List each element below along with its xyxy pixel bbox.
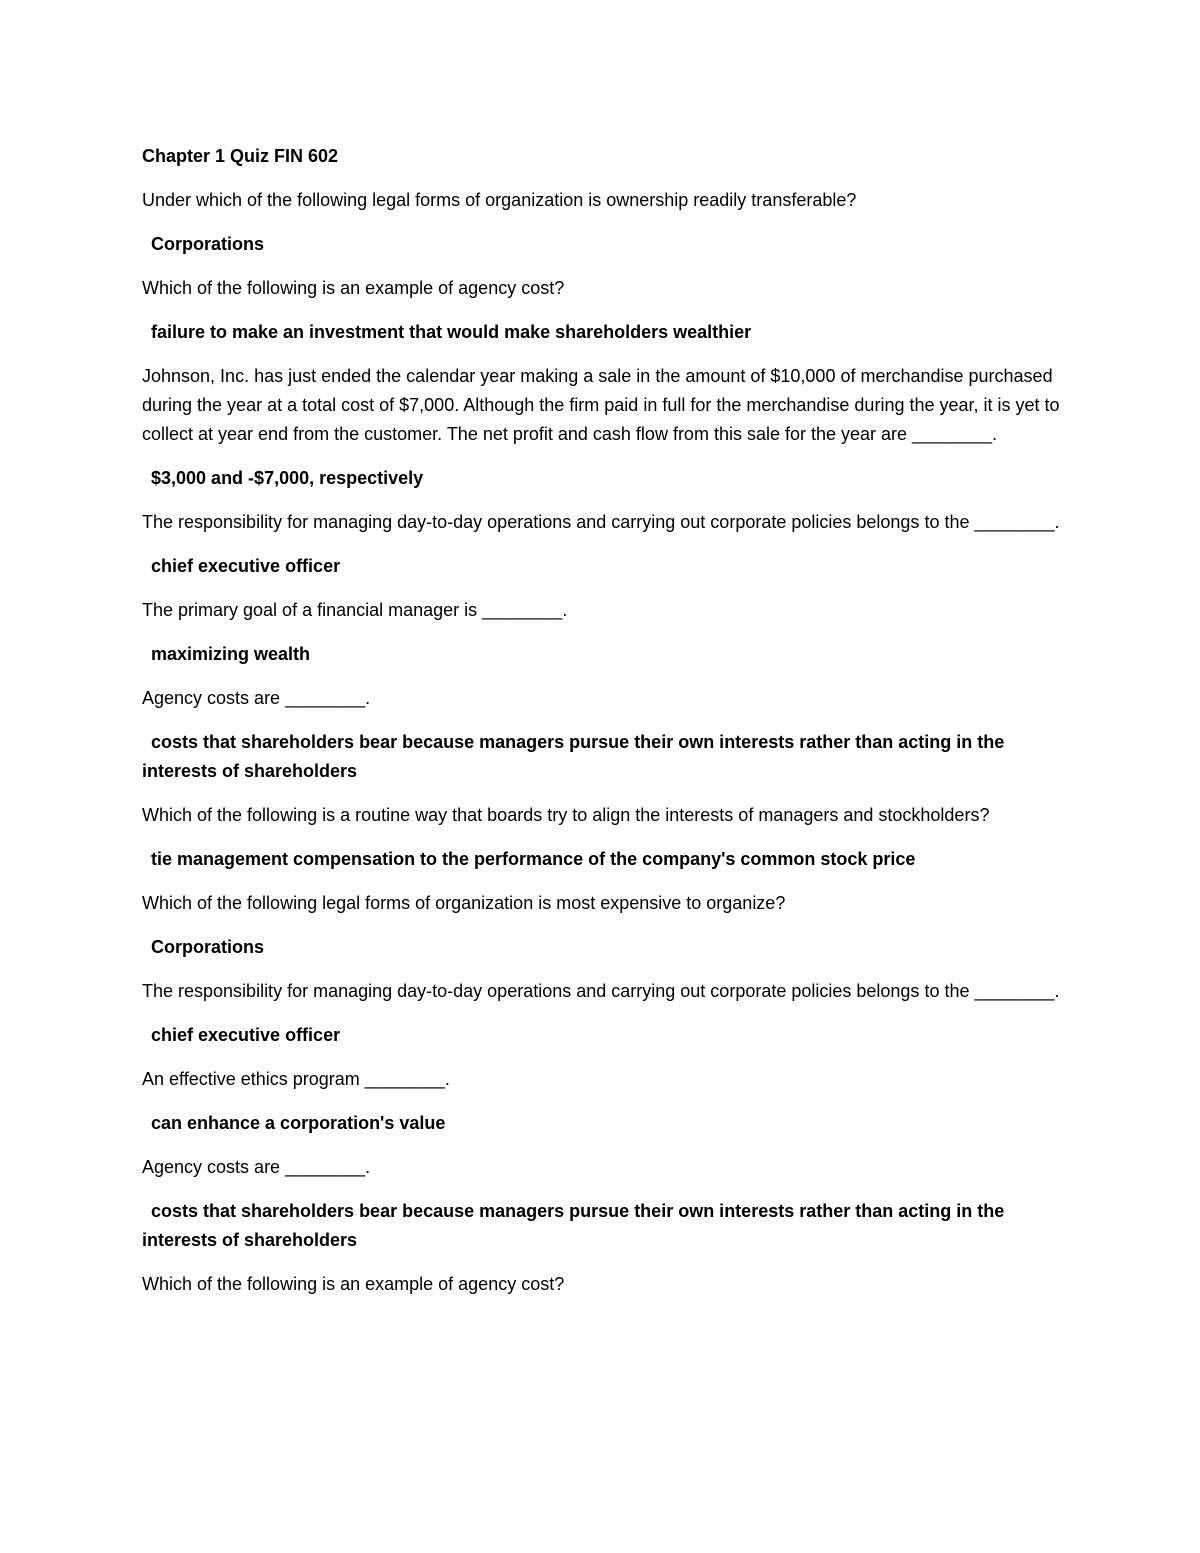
document-body <box>142 142 1062 1314</box>
question-9: The responsibility for managing day-to-day operations and carrying out corporate policies belongs to the ________. <box>142 981 1060 1001</box>
answer-9: chief executive officer <box>151 1025 341 1045</box>
question-11: Agency costs are ________. <box>142 1157 371 1177</box>
question-1: Under which of the following legal forms of organization is ownership readily transferable? <box>142 190 857 210</box>
question-8: Which of the following legal forms of organization is most expensive to organize? <box>142 893 786 913</box>
question-12: Which of the following is an example of agency cost? <box>142 1274 565 1294</box>
answer-3: $3,000 and -$7,000, respectively <box>151 468 424 488</box>
answer-11: costs that shareholders bear because managers pursue their own interests rather than acting in the interests of shareholders <box>142 1201 1005 1250</box>
question-6: Agency costs are ________. <box>142 688 371 708</box>
document-title: Chapter 1 Quiz FIN 602 <box>142 146 339 166</box>
answer-8: Corporations <box>151 937 265 957</box>
question-10: An effective ethics program ________. <box>142 1069 450 1089</box>
question-7: Which of the following is a routine way that boards try to align the interests of managers and stockholders? <box>142 805 990 825</box>
answer-7: tie management compensation to the performance of the company's common stock price <box>151 849 916 869</box>
question-4: The responsibility for managing day-to-day operations and carrying out corporate policies belongs to the ________. <box>142 512 1060 532</box>
answer-2: failure to make an investment that would make shareholders wealthier <box>151 322 752 342</box>
answer-6: costs that shareholders bear because managers pursue their own interests rather than acting in the interests of shareholders <box>142 732 1005 781</box>
answer-4: chief executive officer <box>151 556 341 576</box>
question-2: Which of the following is an example of agency cost? <box>142 278 565 298</box>
question-5: The primary goal of a financial manager is ________. <box>142 600 568 620</box>
question-3: Johnson, Inc. has just ended the calendar year making a sale in the amount of $10,000 of merchandise purchased during the year at a total cost of $7,000. Although the firm paid in full for the merchandise during the year, it is yet to collect at year end from the customer. The net profit and cash flow from this sale for the year are ________. <box>142 366 1060 444</box>
answer-5: maximizing wealth <box>151 644 311 664</box>
answer-1: Corporations <box>151 234 265 254</box>
answer-10: can enhance a corporation's value <box>151 1113 446 1133</box>
